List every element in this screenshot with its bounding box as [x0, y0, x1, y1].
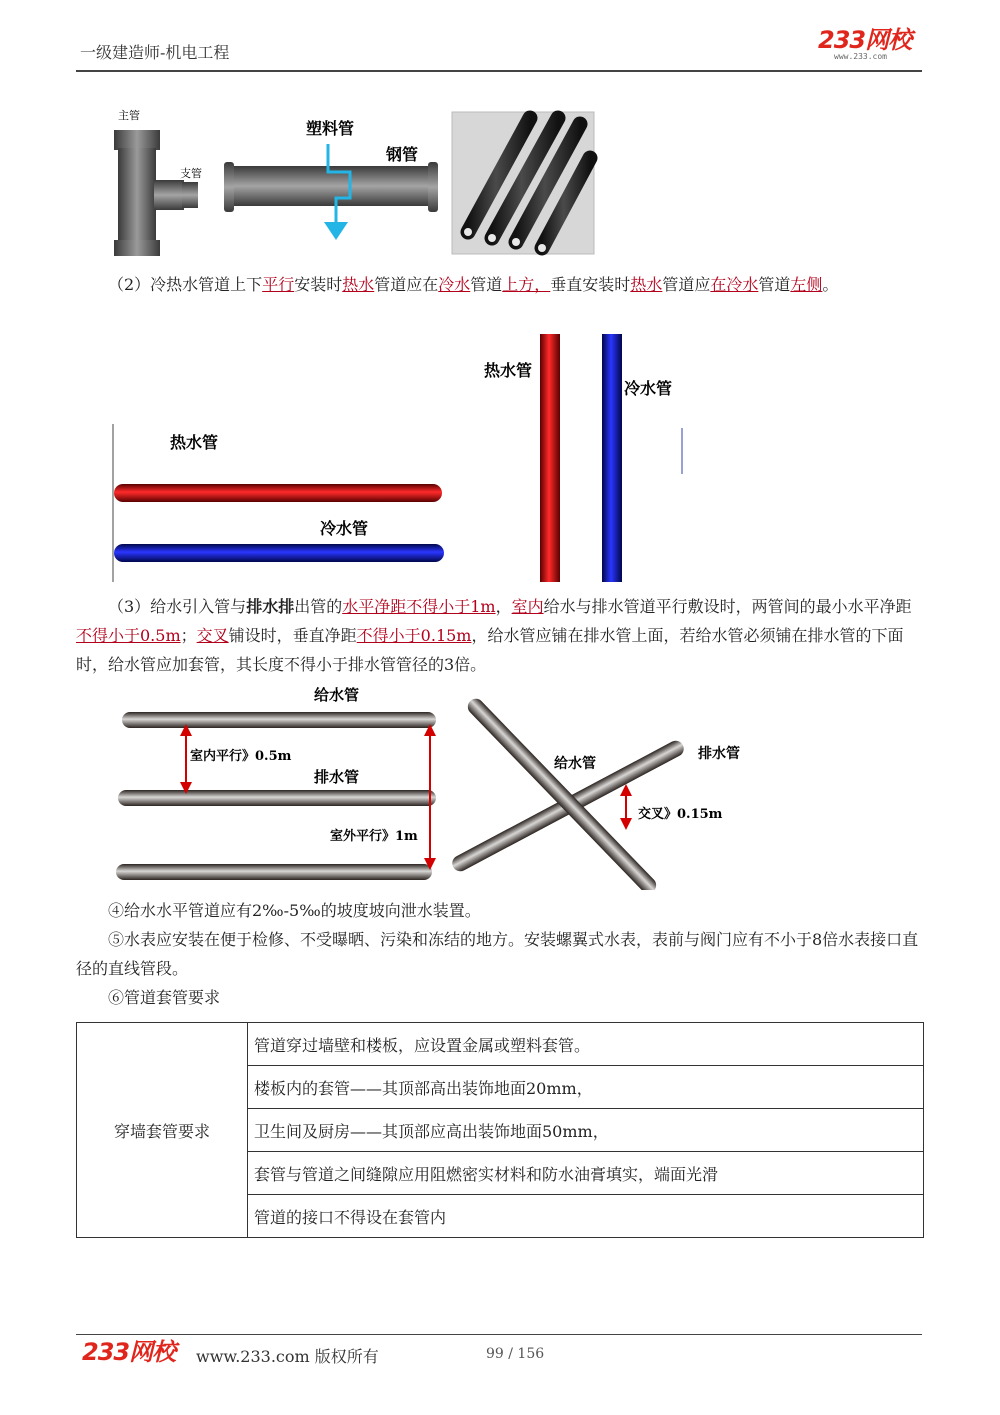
text-run: ； [180, 626, 197, 645]
table-cell: 楼板内的套管——其顶部高出装饰地面20mm， [248, 1066, 924, 1109]
emphasis-cold-water: 冷水 [438, 275, 471, 294]
outdoor-spacing-label: 室外平行》1m [330, 829, 418, 844]
text-run: 给水与排水管道平行敷设时，两管间的最小水平净距 [543, 597, 912, 616]
header-logo [818, 28, 922, 64]
supply-pipe-crossing-label: 给水管 [554, 756, 596, 772]
text-run: ，给水管应铺在排水管上面，若给水管必须铺在排水管的下面时，给水管应加套管，其长度不得小于排水管管径的3倍。 [76, 626, 904, 674]
text-run: 安装时 [294, 275, 343, 294]
table-cell: 套管与管道之间缝隙应用阻燃密实材料和防水油膏填实，端面光滑 [248, 1152, 924, 1195]
text-run: 管道 [470, 275, 503, 294]
plastic-pipe-label: 塑料管 [306, 119, 355, 138]
bold-drain: 排水排 [246, 597, 295, 616]
logo-url: www.233.com [834, 52, 887, 61]
emphasis-at-cold-water: 在冷水 [710, 275, 759, 294]
figure-supply-drain-spacing [110, 684, 760, 890]
text-run: 管道 [758, 275, 791, 294]
emphasis-0-15m: 不得小于0.15m [356, 626, 472, 645]
cold-pipe-vertical [602, 334, 622, 582]
emphasis-0-5m: 不得小于0.5m [76, 626, 181, 645]
emphasis-parallel: 平行 [262, 275, 295, 294]
text-run: （2）冷热水管道上下 [108, 275, 263, 294]
table-cell: 管道穿过墙壁和楼板，应设置金属或塑料套管。 [248, 1023, 924, 1066]
hot-pipe-vertical-label: 热水管 [484, 361, 533, 380]
item-sleeve-heading: ⑥管道套管要求 [108, 988, 221, 1007]
text-run: 出管的 [294, 597, 343, 616]
cross-spacing-label: 交叉》0.15m [638, 807, 723, 822]
drain-pipe [118, 790, 436, 806]
main-pipe-label: 主管 [118, 109, 140, 122]
logo-text: 233网校 [818, 26, 912, 54]
cold-pipe-horizontal-label: 冷水管 [320, 519, 369, 538]
figure-pipe-types [110, 104, 600, 256]
indoor-spacing-label: 室内平行》0.5m [190, 749, 292, 764]
branch-pipe-label: 支管 [180, 167, 202, 180]
footer-logo: 233网校 [82, 1338, 176, 1366]
emphasis-indoor: 室内 [511, 597, 544, 616]
figure-hot-cold-pipes [110, 332, 690, 584]
footer-divider [76, 1334, 922, 1335]
text-run: （3）给水引入管与 [108, 597, 247, 616]
cold-pipe-vertical-label: 冷水管 [624, 379, 673, 398]
emphasis-hot-water: 热水 [342, 275, 375, 294]
hot-pipe-vertical [540, 334, 560, 582]
table-row-header: 穿墙套管要求 [77, 1023, 248, 1238]
emphasis-above: 上方， [502, 275, 551, 294]
black-pipes-photo [452, 112, 594, 254]
hot-pipe-horizontal [114, 484, 442, 502]
footer-site: www.233.com 版权所有 [196, 1347, 379, 1366]
text-run: 管道应 [662, 275, 711, 294]
text-run: 铺设时，垂直净距 [228, 626, 357, 645]
outdoor-pipe [116, 864, 432, 880]
steel-pipe-label: 钢管 [386, 145, 419, 164]
supply-pipe-crossing [465, 695, 660, 890]
sleeve-requirements-table [76, 1022, 924, 1238]
table-cell: 卫生间及厨房——其顶部应高出装饰地面50mm， [248, 1109, 924, 1152]
text-run: 管道应在 [374, 275, 439, 294]
hot-pipe-horizontal-label: 热水管 [170, 433, 219, 452]
emphasis-cross: 交叉 [196, 626, 229, 645]
drain-pipe-crossing-label: 排水管 [698, 746, 740, 762]
supply-pipe-label: 给水管 [314, 686, 360, 704]
document-header-title: 一级建造师-机电工程 [80, 43, 230, 62]
item-water-meter: ⑤水表应安装在便于检修、不受曝晒、污染和冻结的地方。安装螺翼式水表，表前与阀门应有不小于8倍水表接口直径的直线管段。 [76, 930, 919, 978]
paragraph-hot-cold-pipes [76, 270, 926, 299]
tee-fitting-drawing [114, 130, 198, 256]
table-cell: 管道的接口不得设在套管内 [248, 1195, 924, 1238]
emphasis-hot-water-2: 热水 [630, 275, 663, 294]
paragraph-supply-drain-spacing [76, 592, 926, 679]
cold-pipe-horizontal [114, 544, 444, 562]
supply-pipe [122, 712, 436, 728]
header-divider [76, 70, 922, 72]
emphasis-horizontal-1m: 水平净距不得小于1m [342, 597, 496, 616]
emphasis-left-side: 左侧 [790, 275, 823, 294]
item-slope: ④给水水平管道应有2‰-5‰的坡度坡向泄水装置。 [108, 901, 481, 920]
table-row [77, 1023, 924, 1066]
text-run: 。 [822, 275, 839, 294]
text-run: ， [495, 597, 512, 616]
drain-pipe-label: 排水管 [314, 768, 360, 786]
text-run: 垂直安装时 [550, 275, 631, 294]
page-number: 99 / 156 [486, 1346, 545, 1362]
